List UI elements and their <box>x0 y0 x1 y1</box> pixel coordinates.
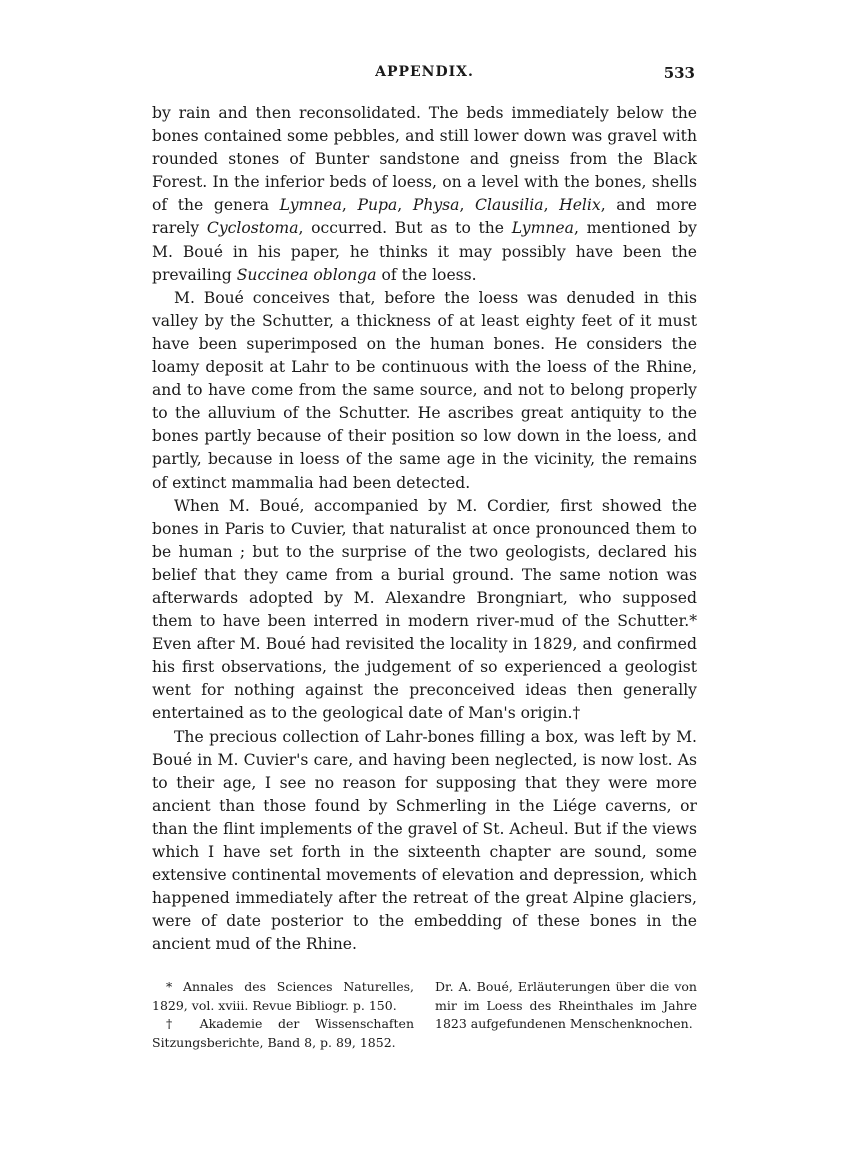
genus-lymnea: Lymnea <box>279 196 342 215</box>
species-succinea-oblonga: Succinea oblonga <box>236 265 377 284</box>
footnote-column-right <box>435 978 697 1052</box>
page-header <box>152 60 697 90</box>
paragraph-1-text-d: , <box>459 196 476 215</box>
footnote-2-continued: Dr. A. Boué, Erläuterungen über die von mir im Loess des Rheinthales im Jahre 1823 aufgefundenen Menschenknochen. <box>435 979 697 1032</box>
genus-pupa: Pupa <box>357 196 398 215</box>
paragraph-2: M. Boué conceives that, before the loess was denuded in this valley by the Schutter, a thickness of at least eighty feet of it must have been superimposed on the human bones. He considers the loamy deposit at Lahr to be continuous with the loess of the Rhine, and to have come from the same source, and not to belong properly to the alluvium of the Schutter. He ascribes great antiquity to the bones partly because of their position so low down in the loess, and partly, because in loess of the same age in the vicinity, the remains of extinct mammalia had been detected. <box>152 288 697 492</box>
paragraph-1-text-a: by rain and then reconsolidated. The beds immediately below the bones contained some pebbles, and still lower down was gravel with rounded stones of Bunter sandstone and gneiss from the Black Forest. In the inferior beds of loess, on a level with the bones, shells of the genera <box>152 104 697 215</box>
paragraph-1-text-c: , <box>397 196 413 215</box>
footnote-1: * Annales des Sciences Naturelles, 1829, vol. xviii. Revue Bibliogr. p. 150. <box>152 979 414 1013</box>
genus-physa: Physa <box>412 196 460 215</box>
footnotes <box>152 978 697 1052</box>
genus-helix: Helix <box>559 196 601 215</box>
paragraph-1-text-e: , <box>543 196 560 215</box>
paragraph-4: The precious collection of Lahr-bones filling a box, was left by M. Boué in M. Cuvier's care, and having been neglected, is now lost. As to their age, I see no reason for supposing that they were more ancient than those found by Schmerling in the Liége caverns, or than the flint implements of the gravel of St. Acheul. But if the views which I have set forth in the sixteenth chapter are sound, some extensive continental movements of elevation and depression, which happened immediately after the retreat of the great Alpine glaciers, were of date posterior to the embedding of these bones in the ancient mud of the Rhine. <box>152 727 697 954</box>
genus-cyclostoma: Cyclostoma <box>206 219 299 238</box>
footnote-column-left <box>152 978 414 1052</box>
footnote-2: † Akademie der Wissenschaften Sitzungsberichte, Band 8, p. 89, 1852. <box>152 1016 414 1050</box>
paragraph-1-text-f: , and more rarely <box>152 196 698 238</box>
paragraph-3: When M. Boué, accompanied by M. Cordier, first showed the bones in Paris to Cuvier, that naturalist at once pronounced them to be human ; but to the surprise of the two geologists, declared his belief that they came from a burial ground. The same notion was afterwards adopted by M. Alexandre Brongniart, who supposed them to have been interred in modern river-mud of the Schutter.* Even after M. Boué had revisited the locality in 1829, and confirmed his first observations, the judgement of so experienced a geologist went for nothing against the preconceived ideas then generally entertained as to the geological date of Man's origin.† <box>152 496 697 723</box>
paragraph-1-text-g: , occurred. But as to the <box>298 219 512 238</box>
genus-clausilia: Clausilia <box>475 196 544 215</box>
running-head: APPENDIX. <box>375 64 474 80</box>
paragraph-1-text-j: of the loess. <box>376 265 477 284</box>
body-text <box>152 102 697 956</box>
paragraph-1-text-h: , mentioned by M. Boué in his paper, he thinks it may possibly have been the prevailing <box>152 219 697 284</box>
book-page <box>152 60 697 1052</box>
page-number: 533 <box>663 64 695 82</box>
paragraph-1 <box>152 102 697 287</box>
genus-lymnea-2: Lymnea <box>511 219 574 238</box>
paragraph-1-text-b: , <box>341 196 358 215</box>
